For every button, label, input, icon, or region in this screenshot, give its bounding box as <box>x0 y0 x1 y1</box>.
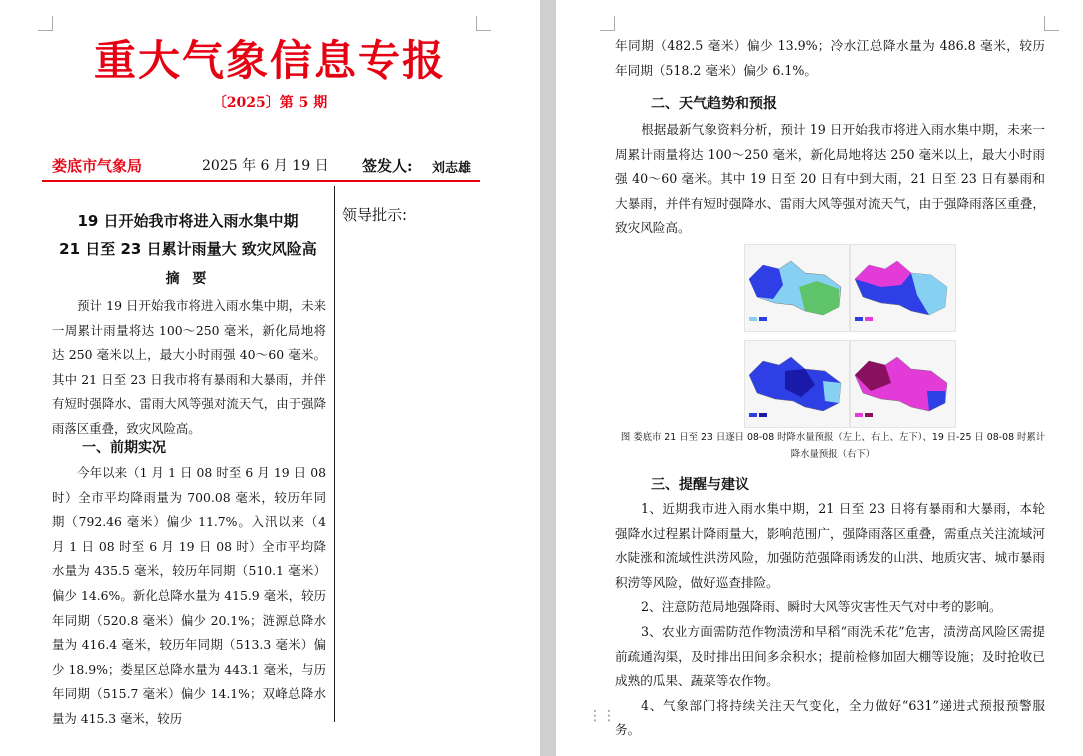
forecast-map-top-left <box>744 244 850 332</box>
drag-handle-icon[interactable]: ⋮⋮ <box>588 708 616 724</box>
section-1-text: 今年以来（1 月 1 日 08 时至 6 月 19 日 08 时）全市平均降雨量为 700.08 毫米，较历年同期（792.46 毫米）偏少 11.7%。入汛以来（4 月 1 日 08 时至 6 月 19 日 08 时）全市平均降水量为 435.5 毫米，较历年同期（510.1 毫米）偏少 14.6%。新化总降水量为 415.9 毫米，较历年同期（520.8 毫米）偏少 20.1%；涟源总降水量为 416.4 毫米，较历年同期（513.3 毫米）偏少 18.9%；娄星区总降水量为 443.1 毫米，与历年同期（515.7 毫米）偏少 14.1%；双峰总降水量为 415.3 毫米，较历 <box>52 465 326 726</box>
section-2-text: 根据最新气象资料分析，预计 19 日开始我市将进入雨水集中期，未来一周累计雨量将达 100～250 毫米，新化局地将达 250 毫米以上，最大小时雨强 40～60 毫米。其中 19 日至 20 日有中到大雨，21 日至 23 日有暴雨和大暴雨，并伴有短时强降水、雷雨大风等强对流天气，由于强降雨落区重叠，致灾风险高。 <box>615 122 1045 236</box>
page-left <box>0 0 540 756</box>
crop-mark <box>600 16 615 31</box>
section-2-paragraph <box>615 118 1045 241</box>
forecast-map-top-right <box>850 244 956 332</box>
crop-mark <box>1044 16 1059 31</box>
page-gap <box>540 0 556 756</box>
forecast-map-bottom-left <box>744 340 850 428</box>
issue-date: 2025 年 6 月 19 日 <box>202 158 329 174</box>
headline-line-1: 19 日开始我市将进入雨水集中期 <box>77 212 299 230</box>
section-3-title: 三、提醒与建议 <box>651 477 749 493</box>
signer-name: 刘志雄 <box>432 161 472 176</box>
forecast-map-bottom-right <box>850 340 956 428</box>
section-2-title: 二、天气趋势和预报 <box>651 96 777 112</box>
advice-item-2: 2、注意防范局地强降雨、瞬时大风等灾害性天气对中考的影响。 <box>641 599 1002 615</box>
advice-item-3: 3、农业方面需防范作物渍涝和早稻“雨洗禾花”危害，渍涝高风险区需提前疏通沟渠，及时排出田间多余积水；提前检修加固大棚等设施；及时抢收已成熟的瓜果、蔬菜等农作物。 <box>615 623 1045 689</box>
signer-label: 签发人: <box>362 157 413 175</box>
figure-caption: 图 娄底市 21 日至 23 日逐日 08-08 时降水量预报（左上、右上、左下）、19 日-25 日 08-08 时累计降水量预报（右下） <box>620 432 1046 460</box>
advice-list <box>615 497 1045 743</box>
agency-name: 娄底市气象局 <box>52 157 143 175</box>
advice-item-1: 1、近期我市进入雨水集中期，21 日至 23 日将有暴雨和大暴雨，本轮强降水过程累计降雨量大，影响范围广，强降雨落区重叠，需重点关注流域河水陡涨和流域性洪涝风险，加强防范强降雨诱发的山洪、地质灾害、城市暴雨积涝等风险，做好巡查排险。 <box>615 501 1045 590</box>
red-divider <box>42 180 480 182</box>
section-1-continued: 年同期（482.5 毫米）偏少 13.9%；冷水江总降水量为 486.8 毫米，较历年同期（518.2 毫米）偏少 6.1%。 <box>615 38 1045 78</box>
forecast-maps <box>744 244 984 426</box>
headline-line-2: 21 日至 23 日累计雨量大 致灾风险高 <box>59 240 317 258</box>
masthead-title: 重大气象信息专报 <box>93 36 446 85</box>
abstract-paragraph <box>52 294 326 442</box>
abstract-title: 摘 要 <box>165 271 211 287</box>
section-1-title: 一、前期实况 <box>82 440 166 456</box>
section-1-paragraph <box>52 461 326 732</box>
leader-instructions-label: 领导批示: <box>342 206 408 224</box>
abstract-text: 预计 19 日开始我市将进入雨水集中期，未来一周累计雨量将达 100～250 毫米，新化局地将达 250 毫米以上，最大小时雨强 40～60 毫米。其中 21 日至 23 日我市将有暴雨和大暴雨，并伴有短时强降水、雷雨大风等强对流天气，由于强降雨落区重叠，致灾风险高。 <box>52 298 326 436</box>
issue-number: 〔2025〕第 5 期 <box>212 95 328 111</box>
advice-item-4: 4、气象部门将持续关注天气变化，全力做好“631”递进式预报预警服务。 <box>615 697 1045 738</box>
